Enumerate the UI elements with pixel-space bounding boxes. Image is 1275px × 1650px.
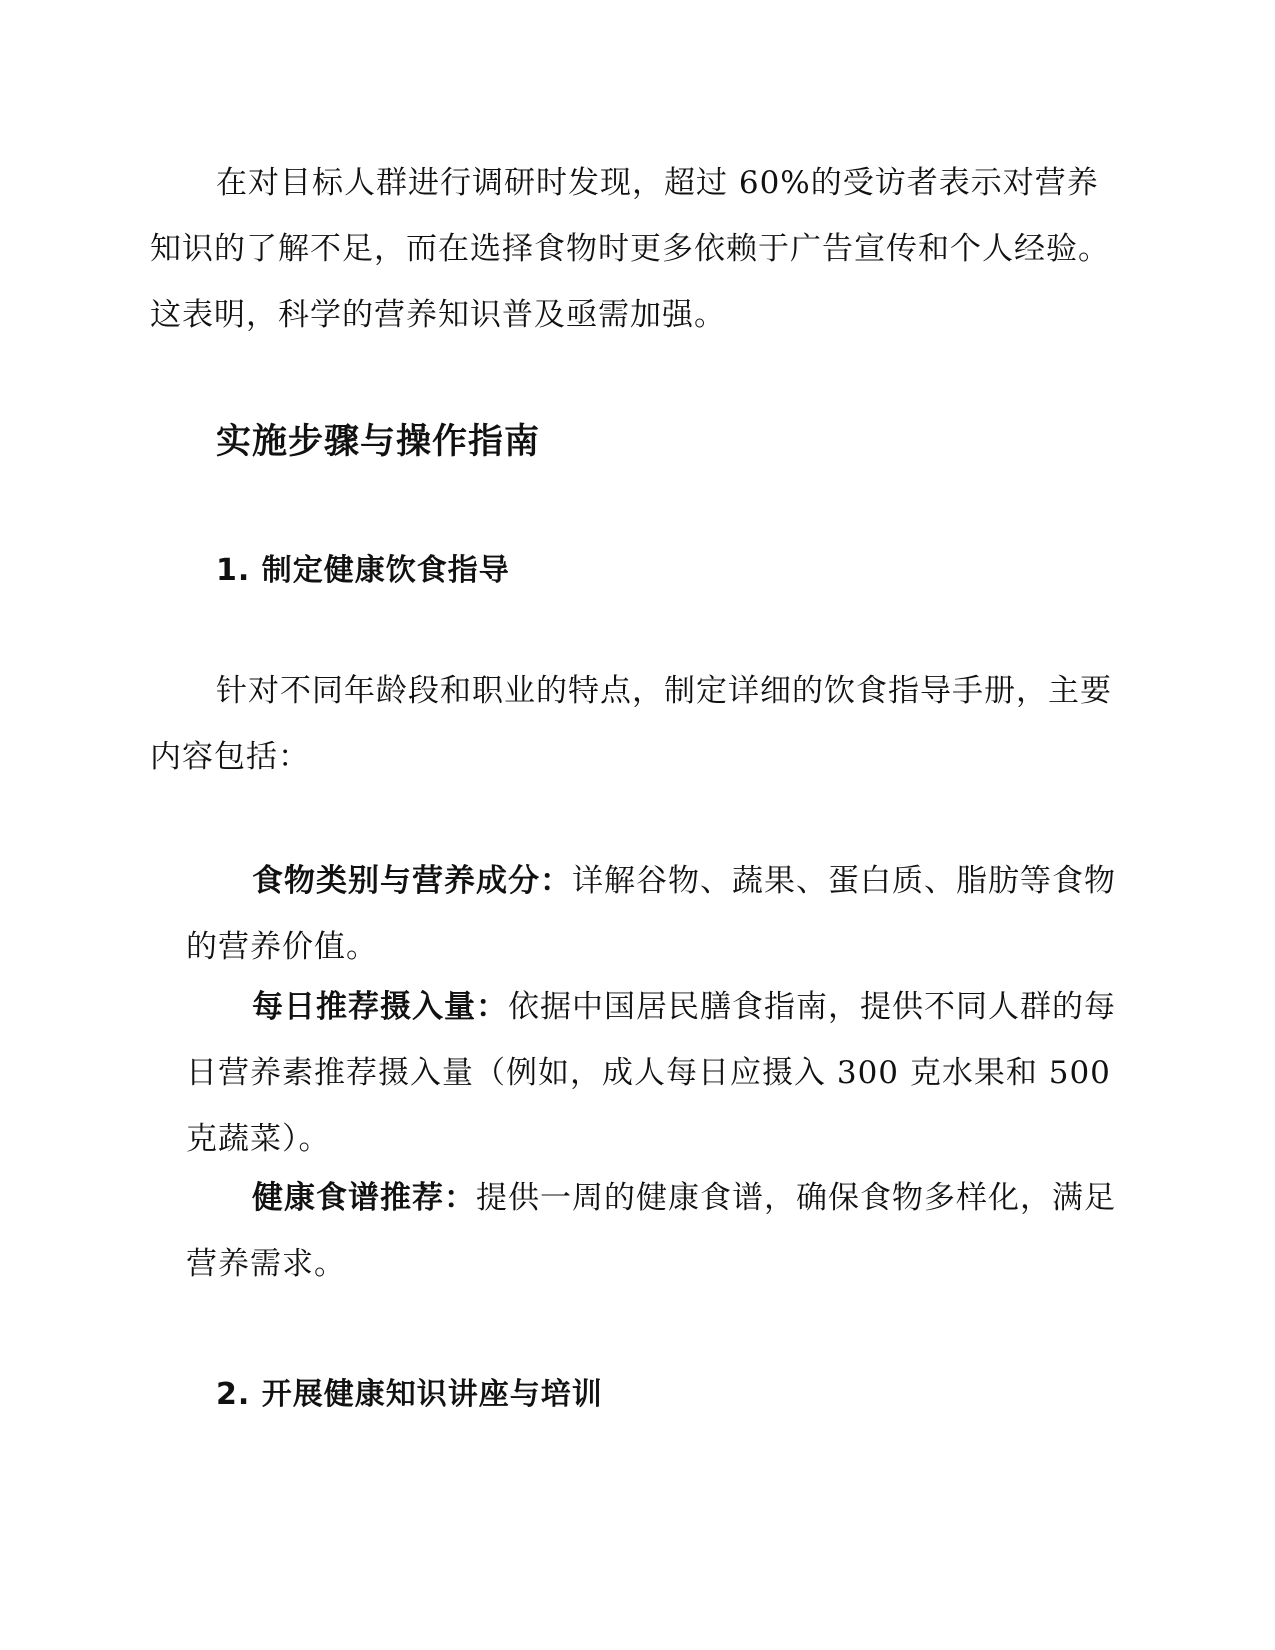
section-heading: 实施步骤与操作指南 — [216, 422, 541, 462]
bullet-title: 食物类别与营养成分： — [252, 863, 572, 899]
bullet-item-food-categories — [186, 848, 1120, 980]
intro-paragraph: 在对目标人群进行调研时发现，超过 60%的受访者表示对营养知识的了解不足，而在选择食物时更多依赖于广告宣传和个人经验。这表明，科学的营养知识普及亟需加强。 — [150, 165, 1110, 333]
bullet-text: 详解谷物、蔬果、蛋白质、脂肪等食物的营养价值。 — [186, 863, 1116, 965]
bullet-title: 每日推荐摄入量： — [252, 989, 508, 1025]
step1-heading: 1. 制定健康饮食指导 — [216, 553, 510, 588]
bullet-text: 依据中国居民膳食指南，提供不同人群的每日营养素推荐摄入量（例如，成人每日应摄入 300 克水果和 500 克蔬菜）。 — [186, 989, 1116, 1157]
bullet-title: 健康食谱推荐： — [252, 1180, 476, 1216]
step1-paragraph: 针对不同年龄段和职业的特点，制定详细的饮食指导手册，主要内容包括： — [150, 673, 1112, 775]
step2-heading: 2. 开展健康知识讲座与培训 — [216, 1377, 603, 1412]
bullet-text: 提供一周的健康食谱，确保食物多样化，满足营养需求。 — [186, 1180, 1116, 1282]
bullet-item-recipes — [186, 1165, 1120, 1297]
bullet-item-daily-intake — [186, 974, 1120, 1172]
